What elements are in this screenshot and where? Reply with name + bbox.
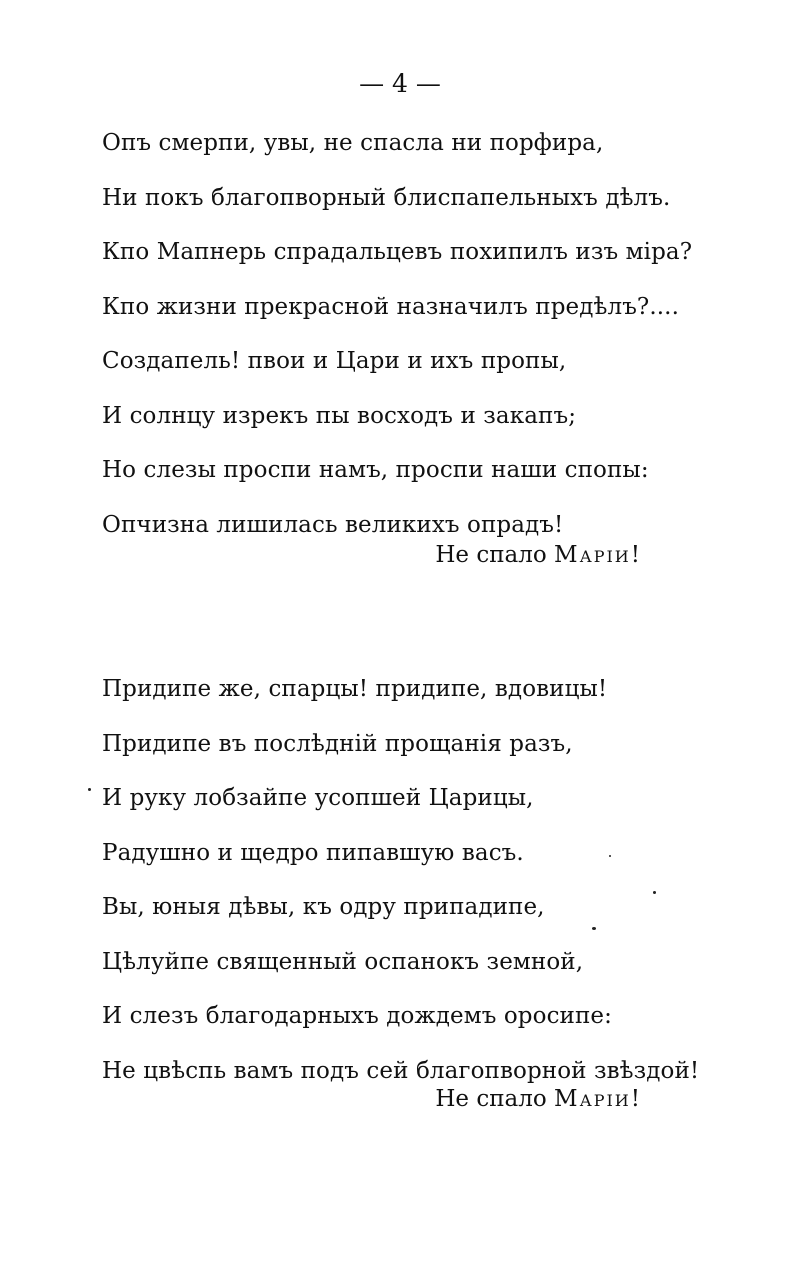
verse-line: Опъ смерпи, увы, не спасла ни порфира,	[102, 130, 604, 156]
verse-line: Цѣлуйпе священный оспанокъ земной,	[102, 948, 584, 975]
verse-line: Придипе въ послѣдній прощанія разъ,	[102, 730, 573, 757]
verse-line: Придипе же, спарцы! придипе, вдовицы!	[102, 676, 608, 702]
refrain-prefix: Не спало	[435, 1086, 547, 1112]
scan-speck	[592, 927, 596, 930]
refrain-2	[0, 1082, 640, 1116]
refrain-name: Маріи	[554, 1086, 631, 1112]
verse-line: Но слезы проспи намъ, проспи наши спопы:	[102, 457, 649, 483]
verse-line: Кпо Мапнерь спрадальцевъ похипилъ изъ міра?	[102, 239, 693, 265]
stanza-2	[102, 672, 702, 1108]
verse-line: Создапель! пвои и Цари и ихъ пропы,	[102, 348, 567, 374]
scan-speck	[653, 891, 656, 894]
refrain-name: Маріи	[554, 542, 631, 568]
verse-line: И солнцу изрекъ пы восходъ и закапъ;	[102, 402, 577, 429]
refrain-prefix: Не спало	[435, 542, 547, 568]
verse-line: Кпо жизни прекрасной назначилъ предѣлъ?....	[102, 293, 679, 320]
verse-line: Ни покъ благопворный блиспапельныхъ дѣлъ.	[102, 184, 671, 211]
verse-line: Не цвѣспь вамъ подъ сей благопворной звѣздой!	[102, 1057, 700, 1084]
stanza-1	[102, 126, 702, 562]
scan-speck	[609, 855, 611, 857]
scan-speck	[88, 788, 91, 791]
page-number: — 4 —	[359, 69, 441, 98]
refrain-suffix: !	[630, 542, 640, 568]
verse-line: И руку лобзайпе усопшей Царицы,	[102, 785, 534, 811]
verse-line: И слезъ благодарныхъ дождемъ оросипе:	[102, 1003, 612, 1029]
verse-line: Опчизна лишилась великихъ опрадъ!	[102, 511, 564, 538]
refrain-suffix: !	[630, 1086, 640, 1112]
refrain-1	[0, 538, 640, 572]
verse-line: Вы, юныя дѣвы, къ одру припадипе,	[102, 894, 545, 920]
verse-line: Радушно и щедро пипавшую васъ.	[102, 839, 524, 866]
